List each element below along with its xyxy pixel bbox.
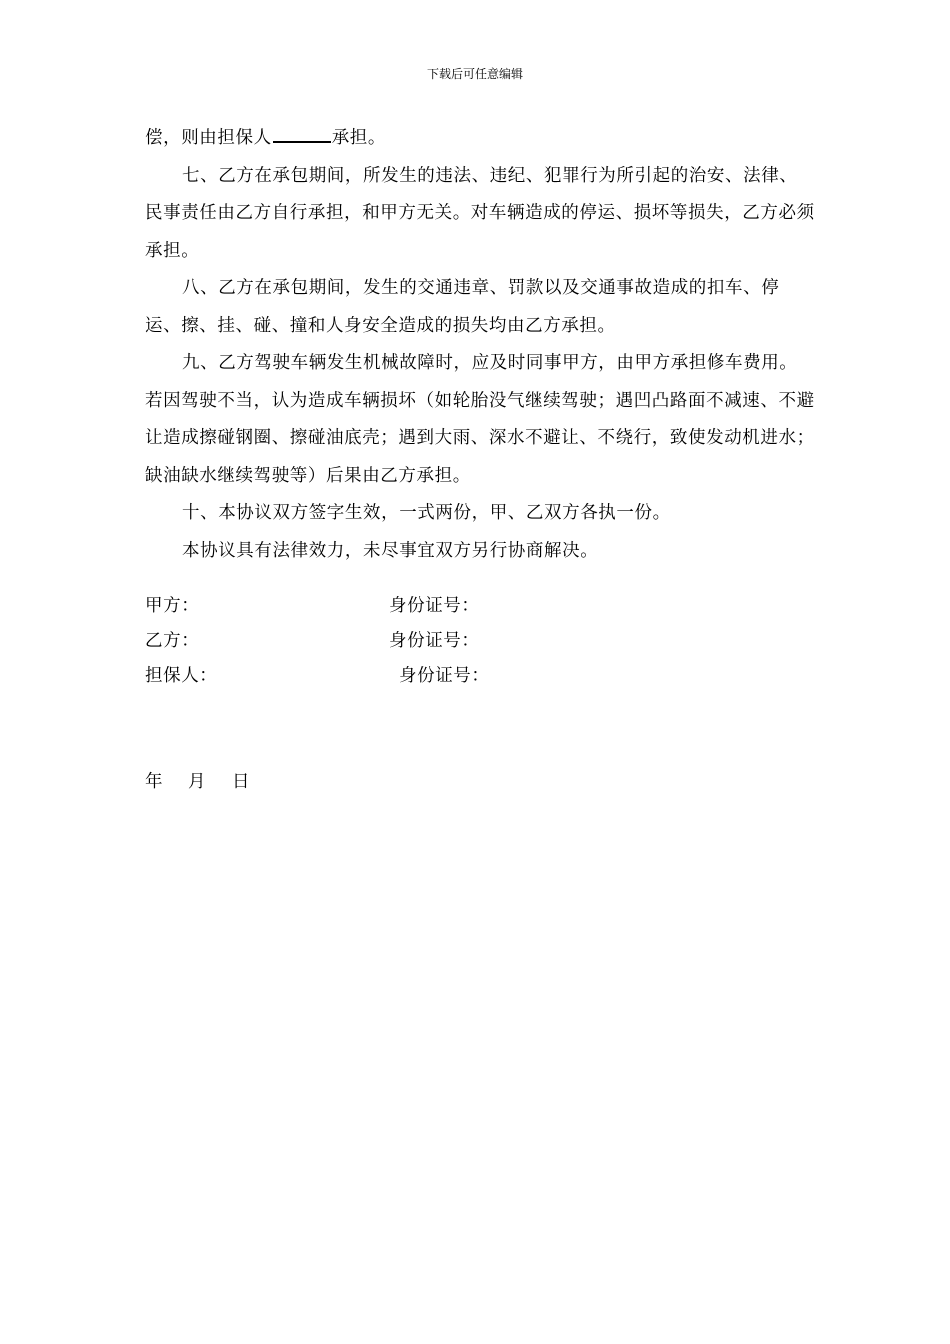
clause-six-continuation xyxy=(145,120,815,158)
clause-closing: 本协议具有法律效力，未尽事宜双方另行协商解决。 xyxy=(182,540,599,561)
guarantor-text-suffix: 承担。 xyxy=(331,128,387,148)
clause-ten: 十、本协议双方签字生效，一式两份，甲、乙双方各执一份。 xyxy=(182,503,671,523)
date-month: 月 xyxy=(188,772,206,792)
party-a-label: 甲方： xyxy=(145,596,200,616)
guarantor-text-prefix: 偿，则由担保人 xyxy=(145,128,272,148)
clause-seven: 七、乙方在承包期间，所发生的违法、违纪、犯罪行为所引起的治安、法律、民事责任由乙方自行承担，和甲方无关。对车辆造成的停运、损坏等损失，乙方必须承担。 xyxy=(145,165,815,261)
guarantor-blank-line xyxy=(273,123,331,143)
date-day: 日 xyxy=(232,772,250,792)
date-year: 年 xyxy=(145,772,163,792)
clause-eight: 八、乙方在承包期间，发生的交通违章、罚款以及交通事故造成的扣车、停运、擦、挂、碰、撞和人身安全造成的损失均由乙方承担。 xyxy=(145,278,780,336)
header-note: 下载后可任意编辑 xyxy=(426,67,523,81)
party-b-label: 乙方： xyxy=(145,631,200,651)
guarantor-id-label: 身份证号： xyxy=(399,666,490,686)
clause-nine: 九、乙方驾驶车辆发生机械故障时，应及时同事甲方，由甲方承担修车费用。若因驾驶不当，认为造成车辆损坏（如轮胎没气继续驾驶；遇凹凸路面不减速、不避让造成擦碰钢圈、擦碰油底壳；遇到大雨、深水不避让、不绕行，致使发动机进水；缺油缺水继续驾驶等）后果由乙方承担。 xyxy=(145,353,815,486)
party-a-id-label: 身份证号： xyxy=(389,596,480,616)
party-b-id-label: 身份证号： xyxy=(389,631,480,651)
guarantor-label: 担保人： xyxy=(145,666,218,686)
agreement-body xyxy=(145,120,815,570)
